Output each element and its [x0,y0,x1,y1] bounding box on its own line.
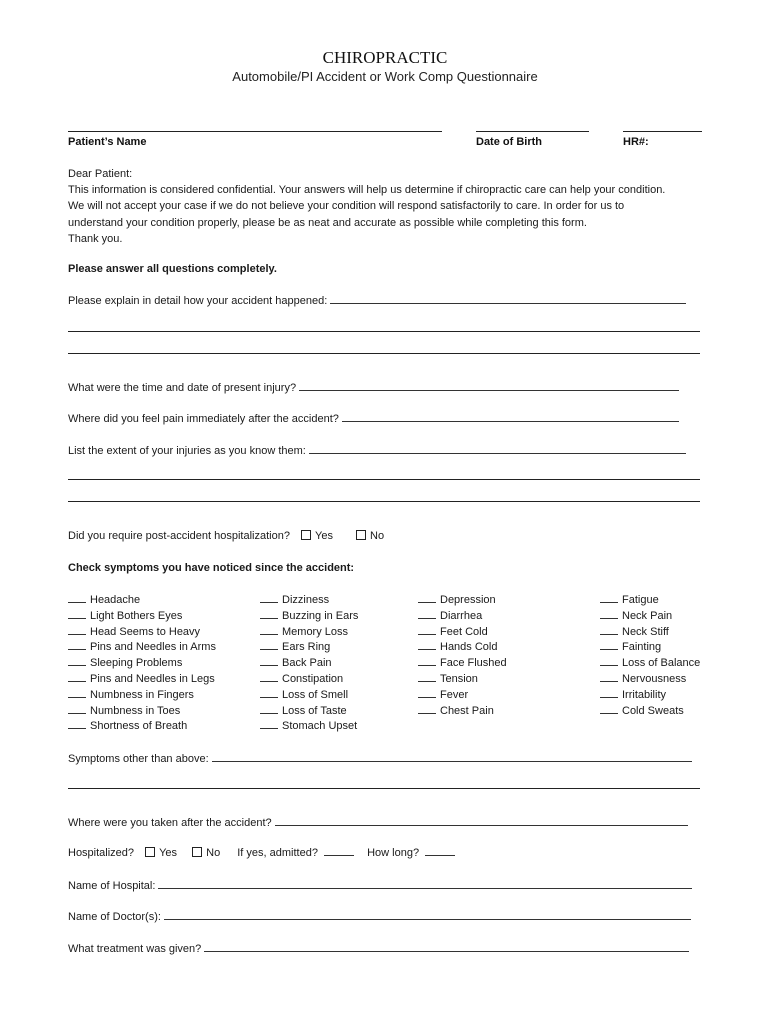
hospitalized-label: Hospitalized? [68,847,135,859]
intro-line-2: We will not accept your case if we do not believe your condition will respond satisfactorily to care. In order for us to [68,200,625,213]
symptom-check-blank[interactable] [260,688,278,698]
symptom-label: Shortness of Breath [90,720,188,733]
symptom-label: Memory Loss [282,625,349,638]
symptom-check-blank[interactable] [600,656,618,666]
symptom-check-blank[interactable] [600,625,618,635]
symptom-item [260,593,358,609]
symptom-check-blank[interactable] [68,688,86,698]
symptom-item [418,609,507,625]
symptom-item [600,625,700,641]
symptom-item [418,593,507,609]
symptom-item [260,656,358,672]
accident-question-label: Please explain in detail how your accident happened: [68,295,328,307]
hospitalization-yes-checkbox[interactable] [301,530,311,540]
injuries-question-label: List the extent of your injuries as you know them: [68,445,306,457]
symptom-check-blank[interactable] [68,672,86,682]
symptom-label: Face Flushed [440,657,507,670]
symptom-label: Buzzing in Ears [282,609,359,622]
symptom-check-blank[interactable] [68,625,86,635]
symptom-label: Tension [440,672,478,685]
symptom-check-blank[interactable] [68,609,86,619]
symptom-item [68,656,216,672]
symptom-item [418,704,507,720]
symptom-item [260,688,358,704]
patient-name-field[interactable] [68,131,442,132]
hospitalization-question-label: Did you require post-accident hospitalization? [68,530,290,542]
symptom-label: Sleeping Problems [90,657,183,670]
symptom-check-blank[interactable] [600,704,618,714]
other-symptoms-answer-field[interactable] [212,751,692,762]
symptom-item [600,672,700,688]
how-long-label: How long? [367,847,420,859]
symptom-label: Cold Sweats [622,704,684,717]
hospitalization-no-label: No [370,530,385,542]
symptom-check-blank[interactable] [418,625,436,635]
intro-paragraph [68,166,718,247]
hr-number-field[interactable] [623,131,702,132]
symptom-check-blank[interactable] [68,640,86,650]
symptoms-column-1 [68,593,216,735]
hospital-name-label: Name of Hospital: [68,880,156,892]
symptom-item [600,656,700,672]
symptom-item [260,625,358,641]
accident-question [68,293,686,307]
hospitalized-yes-checkbox[interactable] [145,847,155,857]
symptom-check-blank[interactable] [600,672,618,682]
doctor-name-label: Name of Doctor(s): [68,911,161,923]
symptom-label: Fainting [622,641,662,654]
symptoms-column-4 [600,593,700,719]
symptom-check-blank[interactable] [600,609,618,619]
symptom-check-blank[interactable] [260,672,278,682]
symptom-item [68,640,216,656]
symptom-item [68,625,216,641]
symptom-item [418,656,507,672]
how-long-answer-field[interactable] [425,846,455,856]
hospitalization-yes-label: Yes [315,530,333,542]
symptom-check-blank[interactable] [260,704,278,714]
symptom-item [68,688,216,704]
symptom-item [68,704,216,720]
symptom-item [418,640,507,656]
symptoms-column-3 [418,593,507,719]
symptom-check-blank[interactable] [600,688,618,698]
symptom-check-blank[interactable] [68,719,86,729]
hospital-name-question [68,878,692,892]
symptom-check-blank[interactable] [600,640,618,650]
symptom-item [68,609,216,625]
symptom-label: Nervousness [622,672,687,685]
time-date-question [68,380,679,394]
symptom-check-blank[interactable] [418,609,436,619]
symptom-check-blank[interactable] [68,656,86,666]
symptom-item [68,719,216,735]
hospitalized-yes-label: Yes [159,847,178,859]
hospital-name-answer-field[interactable] [158,878,692,889]
hospitalization-no-checkbox[interactable] [356,530,366,540]
symptom-item [600,704,700,720]
hr-number-label: HR#: [623,136,649,148]
symptom-label: Loss of Balance [622,657,701,670]
patient-name-label: Patient’s Name [68,136,147,148]
time-date-answer-field[interactable] [299,380,679,391]
symptom-item [418,688,507,704]
symptom-item [68,672,216,688]
symptom-check-blank[interactable] [418,593,436,603]
symptom-check-blank[interactable] [418,688,436,698]
hospitalization-question [68,530,384,542]
instruction-text: Please answer all questions completely. [68,263,277,275]
symptom-label: Pins and Needles in Arms [90,641,216,654]
injuries-answer-line-2[interactable] [68,479,700,480]
injuries-answer-field[interactable] [309,443,686,454]
symptom-label: Head Seems to Heavy [90,625,201,638]
symptom-item [600,640,700,656]
symptom-label: Numbness in Toes [90,704,181,717]
symptom-check-blank[interactable] [600,593,618,603]
accident-answer-field[interactable] [330,293,686,304]
time-date-question-label: What were the time and date of present injury? [68,382,297,394]
symptom-check-blank[interactable] [418,672,436,682]
symptom-check-blank[interactable] [68,704,86,714]
symptom-check-blank[interactable] [260,593,278,603]
symptom-check-blank[interactable] [260,656,278,666]
symptom-check-blank[interactable] [260,719,278,729]
injuries-answer-line-3[interactable] [68,501,700,502]
hospitalized-no-label: No [206,847,221,859]
intro-line-1: This information is considered confidential. Your answers will help us determine if chiropractic care can help your condition. [68,184,666,197]
symptom-check-blank[interactable] [260,625,278,635]
symptom-item [68,593,216,609]
symptom-label: Headache [90,594,141,606]
doctor-name-answer-field[interactable] [164,909,691,920]
injuries-question [68,443,686,457]
symptom-label: Irritability [622,688,667,701]
taken-where-answer-field[interactable] [275,815,688,826]
symptom-label: Dizziness [282,594,330,606]
symptom-item [260,609,358,625]
other-symptoms-question [68,751,692,765]
other-symptoms-label: Symptoms other than above: [68,753,209,765]
treatment-answer-field[interactable] [204,941,689,952]
intro-greeting: Dear Patient: [68,168,133,180]
symptom-label: Hands Cold [440,641,498,654]
symptom-item [260,719,358,735]
accident-answer-line-3[interactable] [68,353,700,354]
other-symptoms-answer-line-2[interactable] [68,788,700,789]
treatment-label: What treatment was given? [68,943,202,955]
symptom-label: Fatigue [622,594,659,606]
admitted-answer-field[interactable] [324,846,354,856]
if-admitted-label: If yes, admitted? [237,847,318,859]
symptom-label: Pins and Needles in Legs [90,672,215,685]
intro-thanks: Thank you. [68,232,123,245]
symptom-label: Light Bothers Eyes [90,609,183,622]
symptom-label: Numbness in Fingers [90,688,194,701]
symptom-item [418,625,507,641]
form-subtitle: Automobile/PI Accident or Work Comp Questionnaire [232,69,538,84]
symptom-label: Back Pain [282,657,332,670]
symptom-label: Fever [440,688,469,701]
symptom-label: Stomach Upset [282,720,358,733]
symptom-label: Diarrhea [440,609,483,622]
doctor-name-question [68,909,691,923]
symptom-label: Constipation [282,672,344,685]
symptom-item [260,704,358,720]
symptom-item [600,688,700,704]
symptom-label: Neck Stiff [622,625,669,638]
pain-location-question-label: Where did you feel pain immediately after the accident? [68,413,339,425]
intro-line-3: understand your condition properly, please be as neat and accurate as possible while completing this form. [68,216,587,229]
symptom-label: Loss of Smell [282,688,349,701]
date-of-birth-label: Date of Birth [476,136,542,148]
pain-location-question [68,411,679,425]
date-of-birth-field[interactable] [476,131,589,132]
symptom-item [600,609,700,625]
symptom-check-blank[interactable] [260,640,278,650]
symptom-check-blank[interactable] [68,593,86,603]
hospitalized-no-checkbox[interactable] [192,847,202,857]
treatment-question [68,941,689,955]
symptom-item [260,672,358,688]
taken-where-label: Where were you taken after the accident? [68,817,272,829]
symptom-check-blank[interactable] [418,656,436,666]
symptom-label: Loss of Taste [282,704,347,717]
symptom-label: Ears Ring [282,641,331,654]
symptoms-heading: Check symptoms you have noticed since the accident: [68,562,355,574]
accident-answer-line-2[interactable] [68,331,700,332]
symptom-check-blank[interactable] [418,704,436,714]
symptom-check-blank[interactable] [418,640,436,650]
symptom-label: Chest Pain [440,704,494,717]
symptom-check-blank[interactable] [260,609,278,619]
hospitalized-question [68,846,455,859]
symptom-label: Feet Cold [440,625,488,638]
symptom-label: Depression [440,594,496,606]
pain-location-answer-field[interactable] [342,411,679,422]
symptoms-column-2 [260,593,358,735]
symptom-item [260,640,358,656]
taken-where-question [68,815,688,829]
symptom-item [600,593,700,609]
symptom-item [418,672,507,688]
symptom-label: Neck Pain [622,609,673,622]
form-title: CHIROPRACTIC [322,48,448,67]
